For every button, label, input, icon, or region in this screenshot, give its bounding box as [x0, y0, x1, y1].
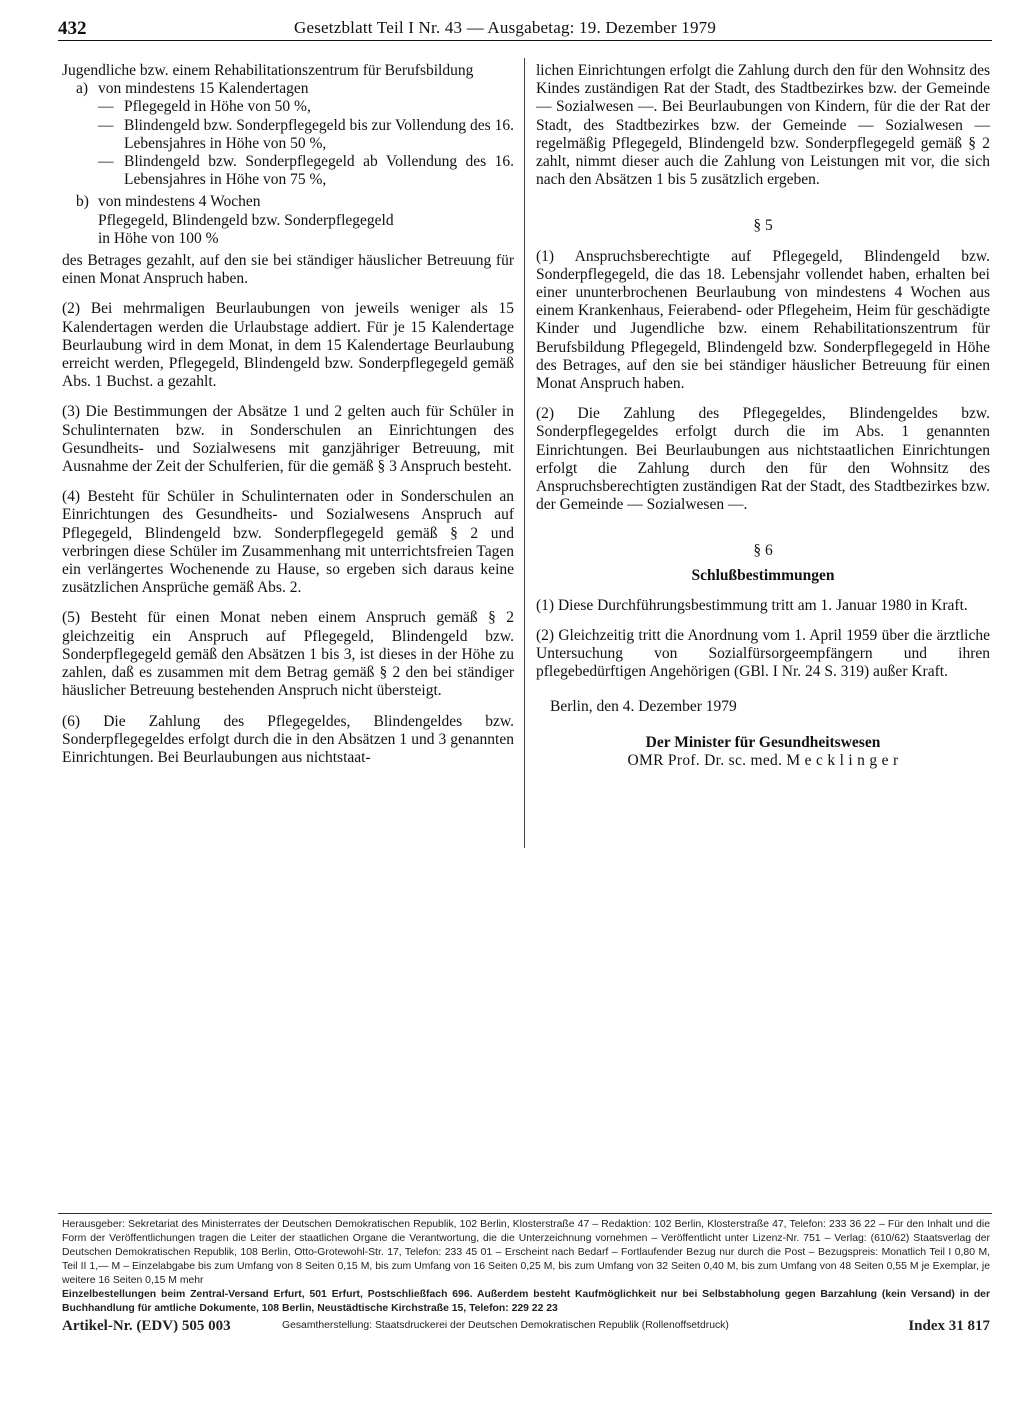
right-column [536, 62, 990, 770]
intro-text: Jugendliche bzw. einem Rehabilitationszentrum für Berufsbildung [62, 62, 474, 79]
paragraph-4: (4) Besteht für Schüler in Schulinternaten oder in Sonderschulen an Einrichtungen des Gesundheits- und Sozialwesens Anspruch auf Pflegegeld, Blindengeld bzw. Sonderpflegegeld gemäß § 2 und verbringen diese Schüler im Zusammenhang mit unterrichtsfreien Tagen ein verlängertes Wochenende zu Hause, so ergeben sich daraus keine zusätzlichen Ansprüche gemäß Abs. 2. [62, 488, 514, 597]
paragraph-3: (3) Die Bestimmungen der Absätze 1 und 2 gelten auch für Schüler in Schulinternaten bzw. in Sonderschulen an Einrichtungen des Gesundheits- und Sozialwesens mit ganzjähriger Betreuung, mit Ausnahme der Zeit der Schulferien, für die gemäß § 3 Anspruch besteht. [62, 403, 514, 476]
paragraph-6: (6) Die Zahlung des Pflegegeldes, Blindengeldes bzw. Sonderpflegegeldes erfolgt durch die in den Absätzen 1 und 3 genannten Einrichtungen. Bei Beurlaubungen aus nichtstaat- [62, 712, 514, 766]
signing-date: Berlin, den 4. Dezember 1979 [550, 697, 737, 715]
dash-item-3 [62, 153, 514, 189]
dash-item-text: Blindengeld bzw. Sonderpflegegeld bis zur Vollendung des 16. Lebensjahres in Höhe von 50 %, [124, 116, 514, 152]
dash-mark: — [98, 153, 114, 171]
production-note: Gesamtherstellung: Staatsdruckerei der Deutschen Demokratischen Republik (Rollenoffsetdruck) [282, 1320, 729, 1331]
page-number: 432 [58, 18, 87, 39]
continued-text: lichen Einrichtungen erfolgt die Zahlung durch den für den Wohnsitz des Kindes zuständigen Rat der Stadt, des Stadtbezirkes bzw. der Gemeinde — Sozialwesen —. Bei Beurlaubungen von Kindern, für die der Rat der Stadt, des Stadtbezirkes bzw. der Gemeinde — Sozialwesen — regelmäßig Pflegegeld, Blindengeld bzw. Sonderpflegegeld gemäß § 2 zahlt, nimmt dieser auch die Zahlung von Leistungen mit vor, die sich nach den Absätzen 1 bis 5 zusätzlich ergeben. [536, 62, 990, 189]
index-number: Index 31 817 [908, 1318, 990, 1334]
signatory-title: Der Minister für Gesundheitswesen [645, 733, 881, 751]
article-number: Artikel-Nr. (EDV) 505 003 [62, 1318, 231, 1334]
item-a-label: a) [76, 80, 89, 98]
item-a [62, 80, 514, 98]
item-b [62, 193, 514, 211]
dash-item-text: Blindengeld bzw. Sonderpflegegeld ab Vollendung des 16. Lebensjahres in Höhe von 75 %, [124, 153, 514, 189]
item-a-text: von mindestens 15 Kalendertagen [98, 80, 309, 98]
paragraph-2: (2) Bei mehrmaligen Beurlaubungen von jeweils weniger als 15 Kalendertagen werden die Urlaubstage addiert. Für je 15 Kalendertage Beurlaubung wird in dem Monat, in dem 15 Kalendertage Beurlaubung erreicht werden, Pflegegeld, Blindengeld bzw. Sonderpflegegeld gemäß Abs. 1 Buchst. a gezahlt. [62, 300, 514, 391]
item-b-text: von mindestens 4 Wochen [98, 193, 261, 211]
section-6-paragraph-2: (2) Gleichzeitig tritt die Anordnung vom 1. April 1959 über die ärztliche Untersuchung von Sozialfürsorgeempfängern und ihren pflegebedürftigen Angehörigen (GBl. I Nr. 24 S. 319) außer Kraft. [536, 627, 990, 681]
after-b-text: des Betrages gezahlt, auf den sie bei ständiger häuslicher Betreuung für einen Monat Anspruch haben. [62, 252, 514, 288]
dash-item-2 [62, 117, 514, 153]
signatory-name: OMR Prof. Dr. sc. med. M e c k l i n g e r [627, 752, 899, 770]
section-6-paragraph-1: (1) Diese Durchführungsbestimmung tritt am 1. Januar 1980 in Kraft. [536, 596, 968, 614]
section-5-paragraph-2: (2) Die Zahlung des Pflegegeldes, Blindengeldes bzw. Sonderpflegegeldes erfolgt durch die im Abs. 1 genannten Einrichtungen. Bei Beurlaubungen aus nichtstaatlichen Einrichtungen erfolgt die Zahlung durch den für den Wohnsitz des Anspruchsberechtigten zuständigen Rat der Stadt, des Stadtbezirkes bzw. der Gemeinde — Sozialwesen —. [536, 405, 990, 514]
imprint-text: Herausgeber: Sekretariat des Ministerrates der Deutschen Demokratischen Republik, 102 Berlin, Klosterstraße 47 – Redaktion: 102 Berlin, Klosterstraße 47, Telefon: 233 36 22 – Für den Inhalt und die Form der Veröffentlichungen tragen die Leiter der staatlichen Organe die Verantwortung, die die Unterzeichnung vornehmen – Veröffentlicht unter Lizenz-Nr. 751 – Verlag: (610/62) Staatsverlag der Deutschen Demokratischen Republik, 108 Berlin, Otto-Grotewohl-Str. 17, Telefon: 233 45 01 – Erscheint nach Bedarf – Fortlaufender Bezug nur durch die Post – Bezugspreis: Monatlich Teil I 0,80 M, Teil II 1,— M – Einzelabgabe bis zum Umfang von 8 Seiten 0,15 M, bis zum Umfang von 16 Seiten 0,25 M, bis zum Umfang von 32 Seiten 0,40 M, bis zum Umfang von 48 Seiten 0,55 M je Exemplar, je weitere 16 Seiten 0,15 M mehr [62, 1219, 990, 1286]
dash-item-text: Pflegegeld in Höhe von 50 %, [124, 98, 311, 116]
left-column [62, 62, 514, 767]
section-6-title: Schlußbestimmungen [691, 566, 835, 584]
dash-mark: — [98, 116, 114, 134]
section-6-heading: § 6 [753, 542, 773, 560]
footer-rule [58, 1213, 992, 1214]
imprint-orders: Einzelbestellungen beim Zentral-Versand Erfurt, 501 Erfurt, Postschließfach 696. Außerdem besteht Kaufmöglichkeit nur bei Selbstabholung gegen Barzahlung (kein Versand) in der Buchhandlung für amtliche Dokumente, 108 Berlin, Neustädtische Kirchstraße 15, Telefon: 229 22 23 [62, 1289, 990, 1314]
item-b-label: b) [76, 193, 89, 211]
dash-item-1 [62, 98, 514, 116]
item-b-line2: Pflegegeld, Blindengeld bzw. Sonderpflegegeld [98, 211, 394, 229]
column-divider [524, 58, 525, 848]
section-5-heading: § 5 [753, 217, 773, 235]
imprint [62, 1218, 990, 1316]
page-header [58, 16, 992, 41]
bottom-line [62, 1318, 990, 1336]
section-5-paragraph-1: (1) Anspruchsberechtigte auf Pflegegeld, Blindengeld bzw. Sonderpflegegeld, die das 18. Lebensjahr vollendet haben, erhalten bei einer ununterbrochenen Beurlaubung von mindestens 4 Wochen aus einem Krankenhaus, Feierabend- oder Pflegeheim, Heim für geschädigte Kinder und Jugendliche bzw. einem Rehabilitationszentrum für Berufsbildung Pflegegeld, Blindengeld bzw. Sonderpflegegeld in Höhe des Betrages, auf den sie bei ständiger häuslicher Betreuung für einen Monat Anspruch haben. [536, 247, 990, 393]
item-b-line3: in Höhe von 100 % [98, 229, 219, 247]
running-head: Gesetzblatt Teil I Nr. 43 — Ausgabetag: 19. Dezember 1979 [294, 18, 717, 37]
paragraph-5: (5) Besteht für einen Monat neben einem Anspruch gemäß § 2 gleichzeitig ein Anspruch auf Pflegegeld, Blindengeld bzw. Sonderpflegegeld gemäß den Absätzen 1 bis 3, ist dieses in der Höhe zu zahlen, daß es zusammen mit dem Betrag gemäß § 2 den bei ständiger häuslicher Betreuung bestehenden Anspruch nicht übersteigt. [62, 609, 514, 700]
dash-mark: — [98, 98, 114, 116]
